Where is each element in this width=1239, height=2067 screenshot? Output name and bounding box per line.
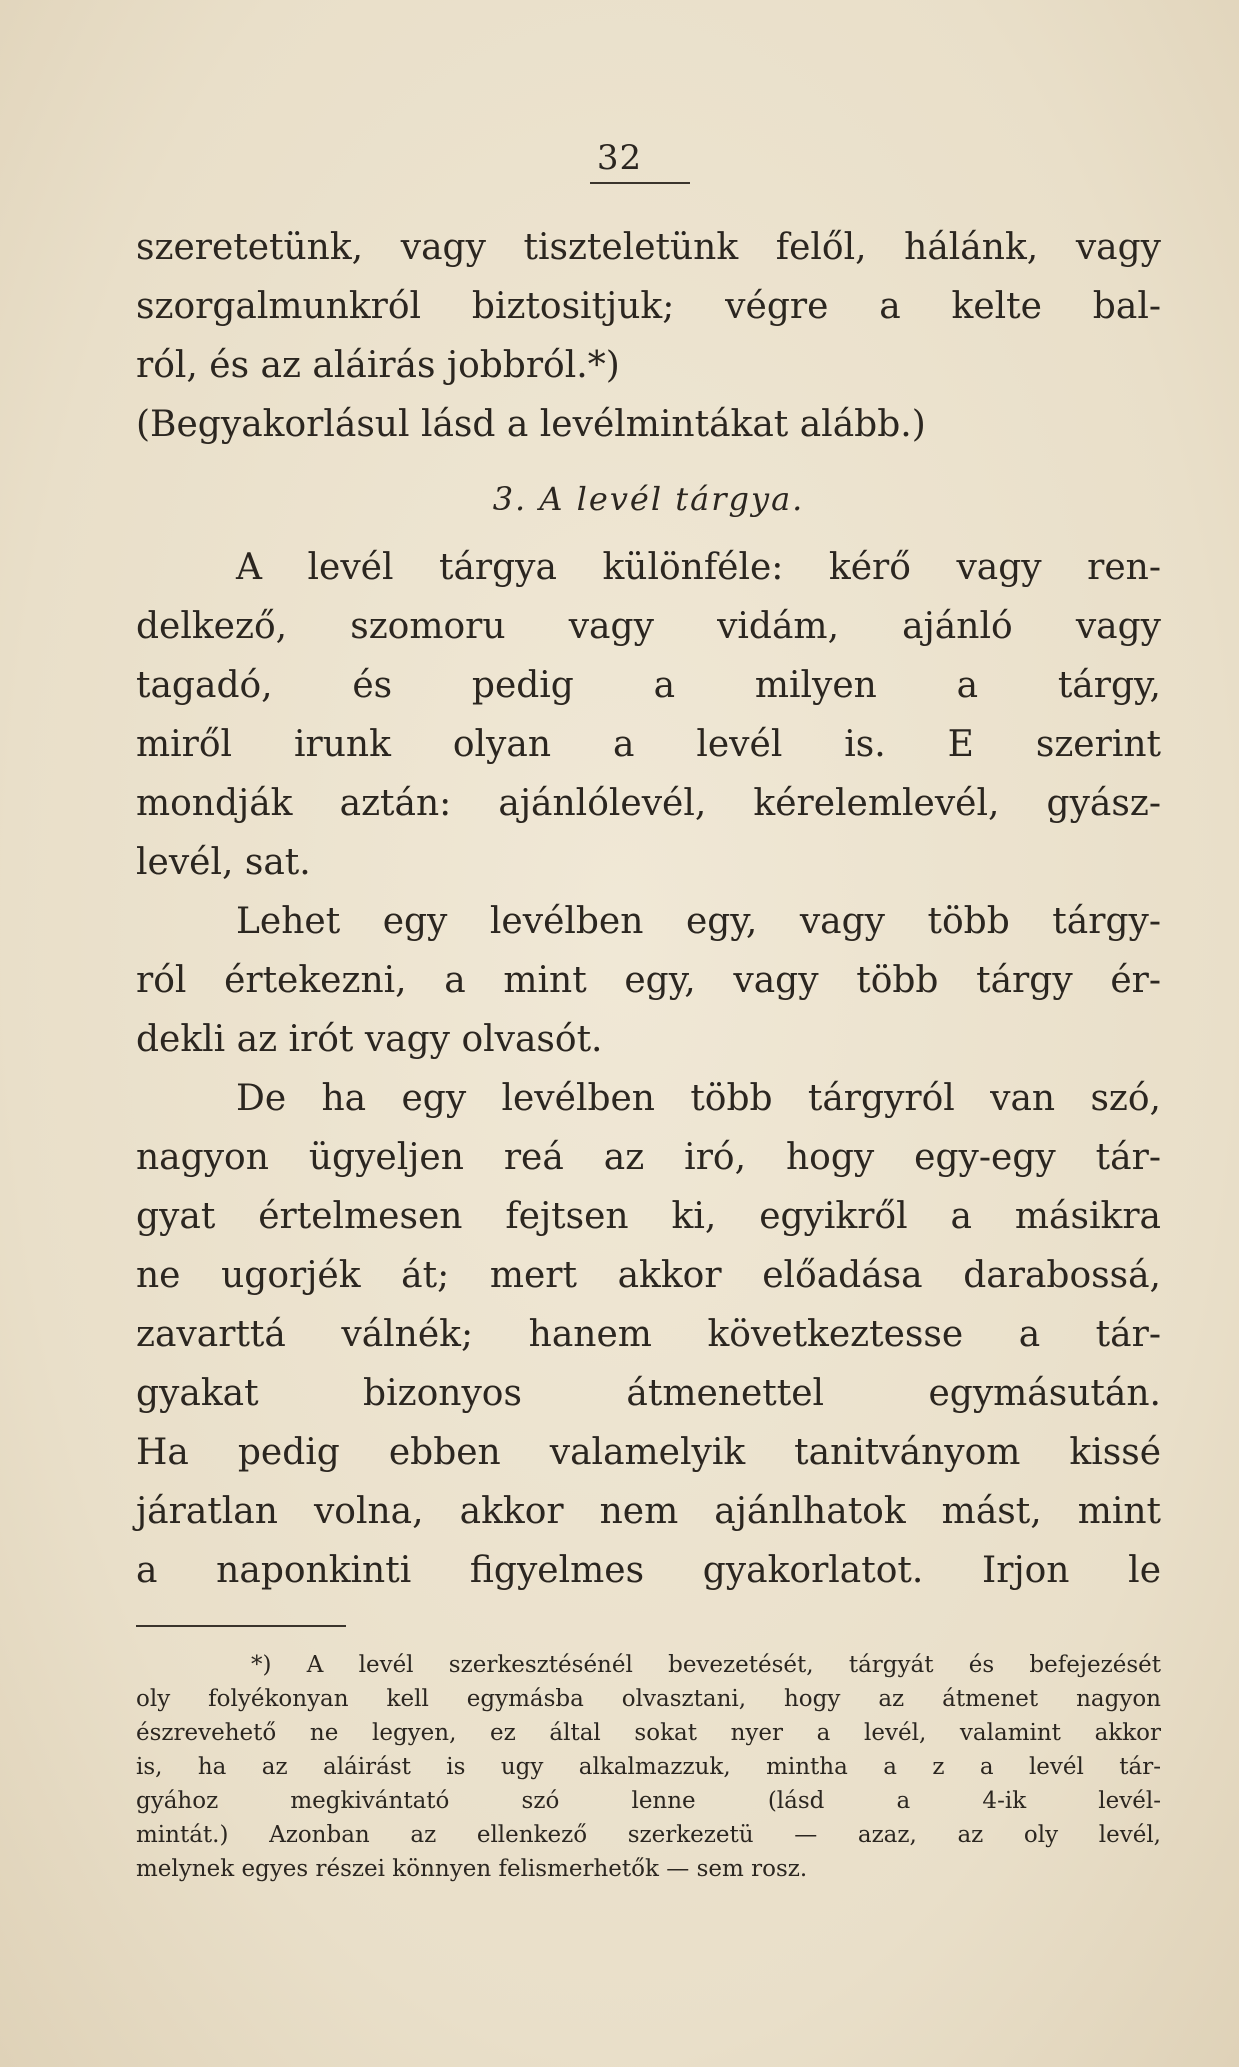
text-line: tagadó, és pedig a milyen a tárgy, [136, 665, 1161, 706]
text-line: ról, és az aláirás jobbról.*) [136, 345, 620, 386]
text-line: ról értekezni, a mint egy, vagy több tárgy ér- [136, 960, 1161, 1001]
footnote-line: is, ha az aláirást is ugy alkalmazzuk, mintha a z a levél tár- [136, 1754, 1161, 1780]
footnote-line: gyához megkivántató szó lenne (lásd a 4-ik levél- [136, 1788, 1161, 1814]
text-line: miről irunk olyan a levél is. E szerint [136, 724, 1161, 765]
text-line: Lehet egy levélben egy, vagy több tárgy- [236, 901, 1161, 942]
footnote-line: melynek egyes részei könnyen felismerhetők — sem rosz. [136, 1856, 808, 1882]
text-line: szorgalmunkról biztositjuk; végre a kelte bal- [136, 286, 1161, 327]
footnote-line: *) A levél szerkesztésénél bevezetését, tárgyát és befejezését [251, 1652, 1161, 1678]
text-line: zavarttá válnék; hanem következtesse a tár- [136, 1314, 1161, 1355]
footnote-line: észrevehető ne legyen, ez által sokat nyer a levél, valamint akkor [136, 1720, 1161, 1746]
footnote-rule [136, 1625, 346, 1627]
text-line: szeretetünk, vagy tiszteletünk felől, hálánk, vagy [136, 227, 1161, 268]
text-line: delkező, szomoru vagy vidám, ajánló vagy [136, 606, 1161, 647]
text-line: járatlan volna, akkor nem ajánlhatok mást, mint [136, 1491, 1161, 1532]
footnote [136, 1648, 1161, 1886]
text-line: dekli az irót vagy olvasót. [136, 1019, 603, 1060]
text-line: (Begyakorlásul lásd a levélmintákat alább.) [136, 404, 926, 445]
page-number: 32 [596, 138, 643, 178]
text-line: ne ugorjék át; mert akkor előadása darabossá, [136, 1255, 1161, 1296]
text-line: gyakat bizonyos átmenettel egymásután. [136, 1373, 1161, 1414]
footnote-line: oly folyékonyan kell egymásba olvasztani, hogy az átmenet nagyon [136, 1686, 1161, 1712]
text-line: levél, sat. [136, 842, 311, 883]
text-line: De ha egy levélben több tárgyról van szó, [236, 1078, 1161, 1119]
text-line: A levél tárgya különféle: kérő vagy ren- [236, 547, 1161, 588]
text-line: Ha pedig ebben valamelyik tanitványom kissé [136, 1432, 1161, 1473]
body-text [136, 218, 1161, 1600]
section-heading: 3. A levél tárgya. [492, 480, 805, 518]
text-line: gyat értelmesen fejtsen ki, egyikről a másikra [136, 1196, 1161, 1237]
text-line: nagyon ügyeljen reá az iró, hogy egy-egy tár- [136, 1137, 1161, 1178]
footnote-line: mintát.) Azonban az ellenkező szerkezetü — azaz, az oly levél, [136, 1822, 1161, 1848]
text-line: mondják aztán: ajánlólevél, kérelemlevél, gyász- [136, 783, 1161, 824]
text-line: a naponkinti figyelmes gyakorlatot. Irjon le [136, 1550, 1161, 1591]
page-number-rule [590, 182, 690, 184]
